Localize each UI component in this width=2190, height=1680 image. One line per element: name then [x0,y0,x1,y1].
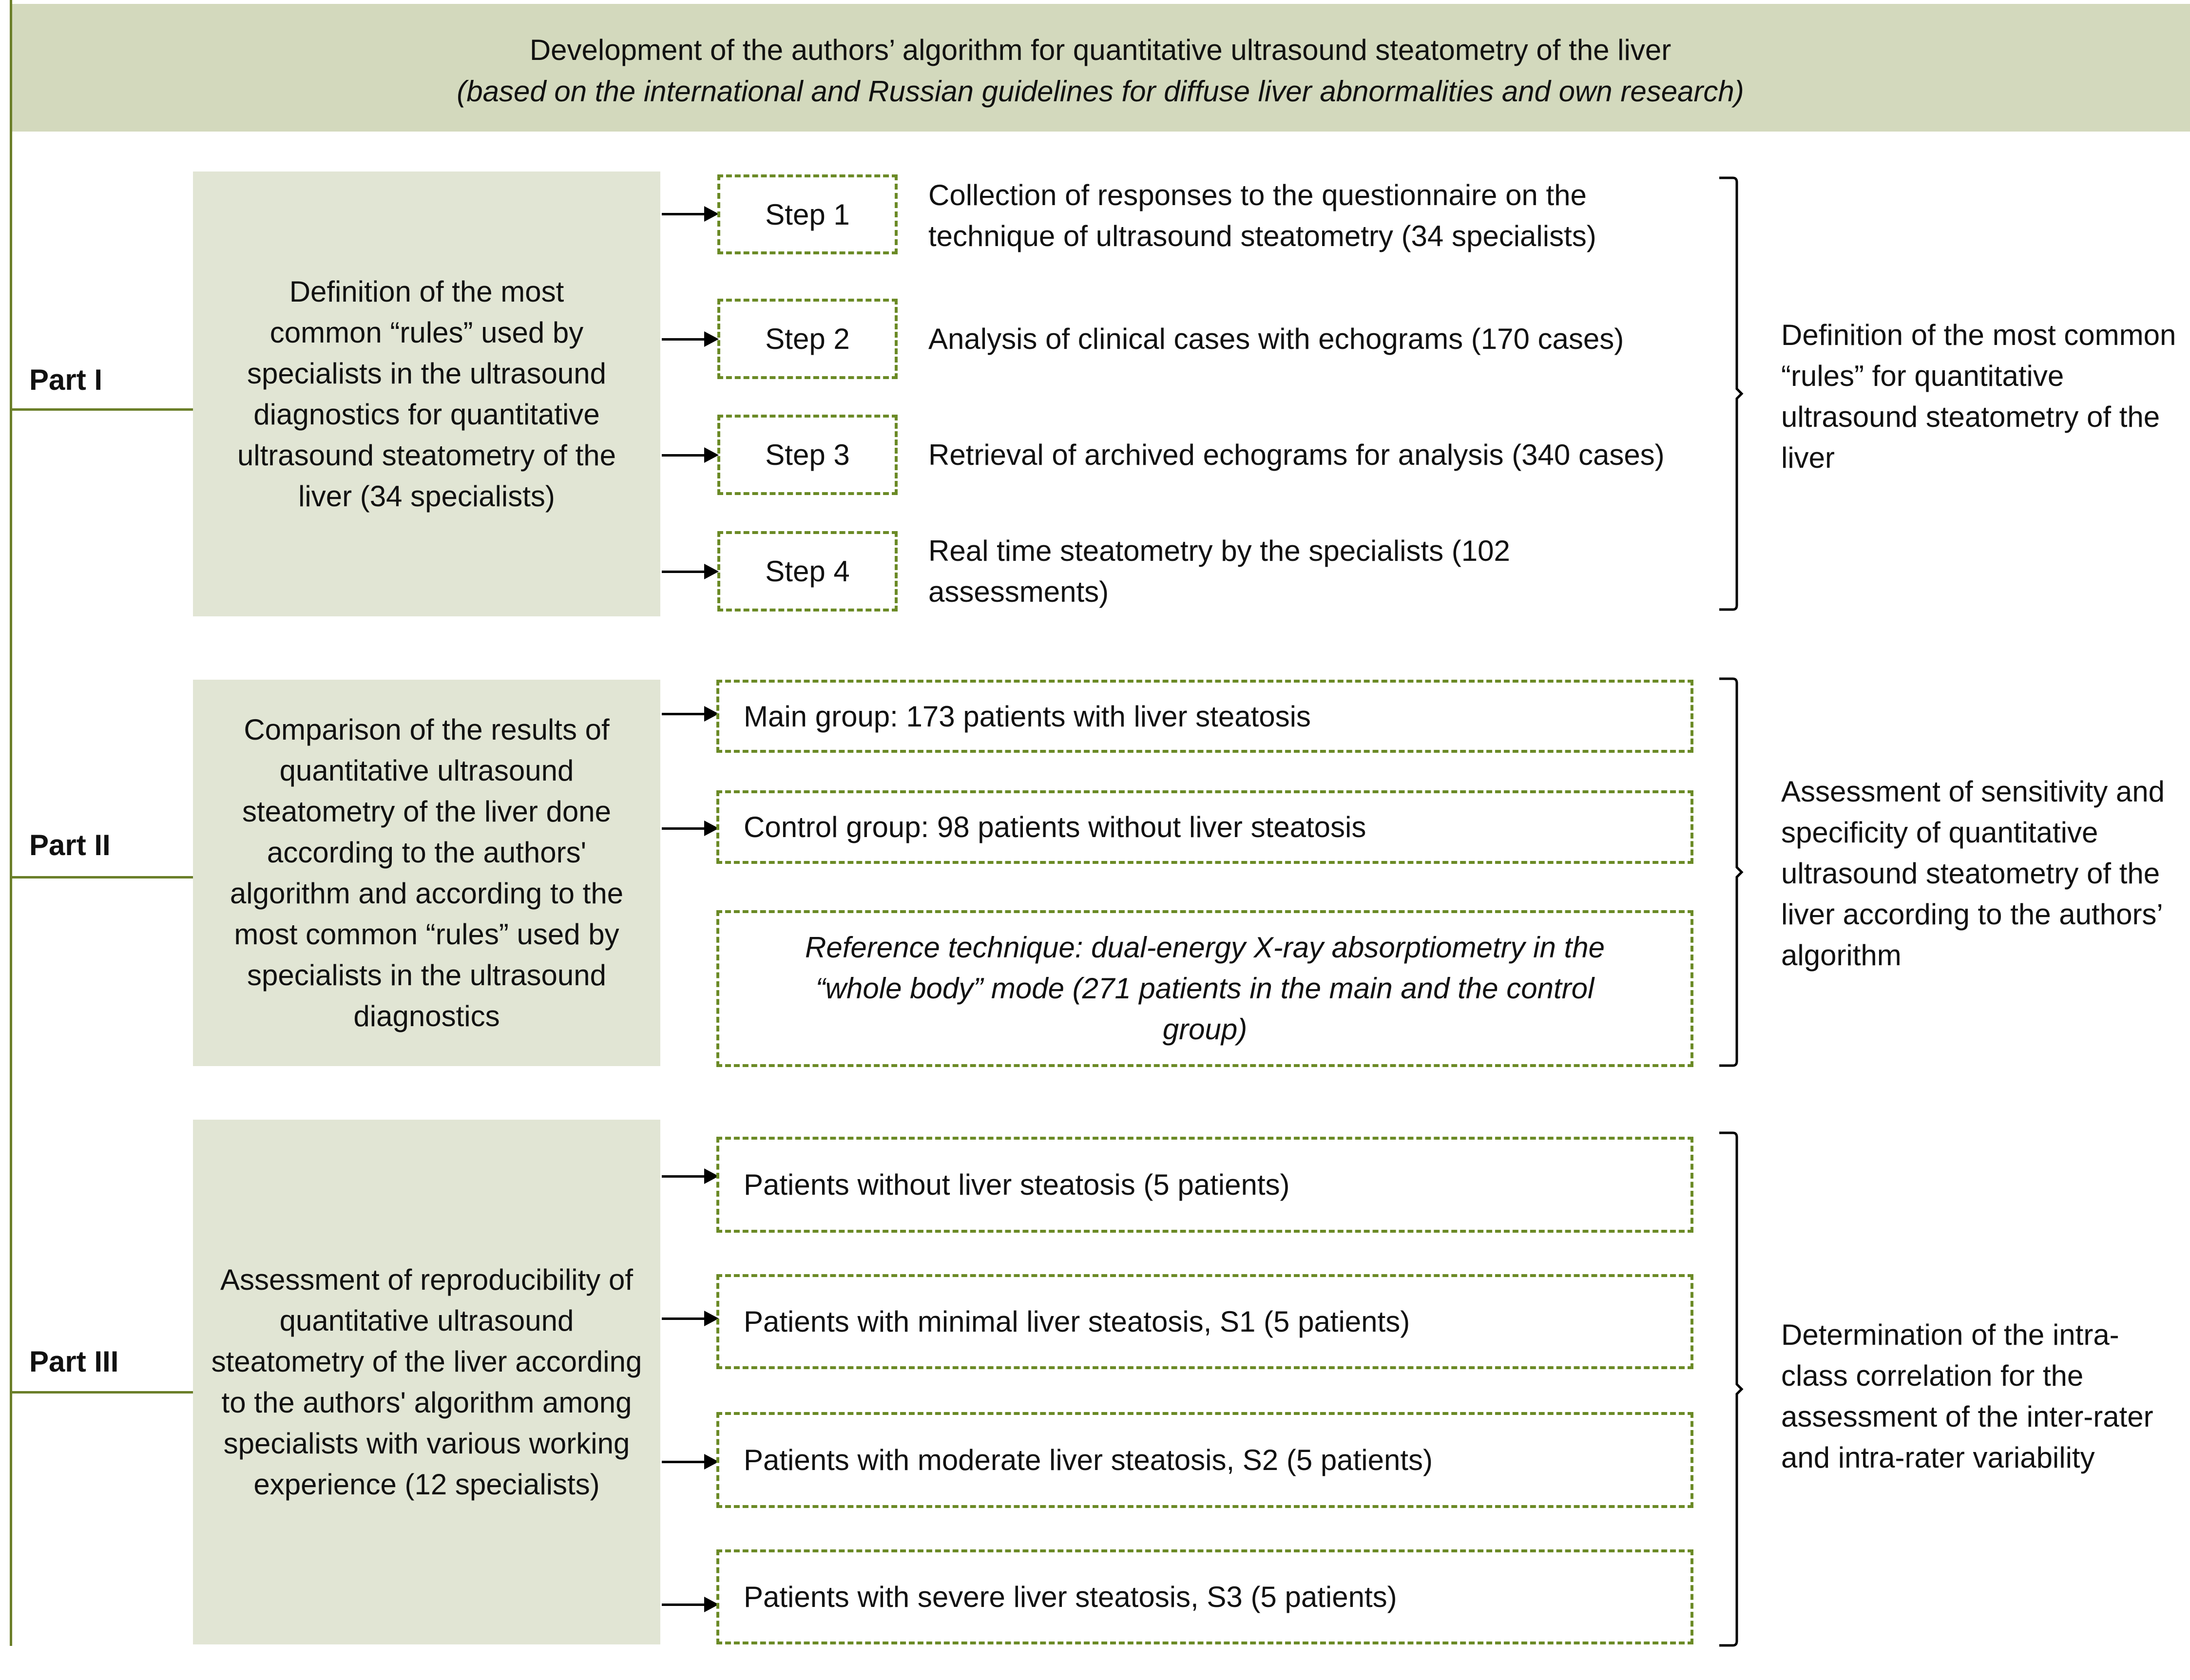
patients-s3-text: Patients with severe liver steatosis, S3 (5 patients) [744,1581,1397,1613]
part-3-label: Part III [29,1345,119,1378]
step-2-box [717,299,898,379]
arrow-right-icon [662,571,713,573]
step-2-text: Analysis of clinical cases with echograms (170 cases) [928,322,1624,355]
part-3-outcome: Determination of the intra-class correlation for the assessment of the inter-rater and intra-rater variability [1781,1318,2153,1474]
patients-s1-text: Patients with minimal liver steatosis, S1 (5 patients) [744,1305,1410,1338]
patients-s1-box [716,1274,1693,1369]
part-2-label: Part II [29,829,111,861]
part-3-connector [10,1391,193,1394]
step-3-box [717,415,898,495]
part-2-connector [10,876,193,878]
part-2-description-box [193,680,660,1066]
control-group-box [716,790,1693,864]
reference-technique-text: Reference technique: dual-energy X-ray absorptiometry in the “whole body” mode (271 patients in the main and the control group) [805,931,1605,1046]
arrow-right-icon [662,454,713,457]
part-2-outcome: Assessment of sensitivity and specificity of quantitative ultrasound steatometry of the liver according to the authors’ algorithm [1781,775,2165,972]
step-1-box [717,174,898,254]
part-1-description: Definition of the most common “rules” used by specialists in the ultrasound diagnostics for quantitative ultrasound steatometry of the liver (34 specialists) [237,275,616,513]
patients-s2-box [716,1412,1693,1508]
arrow-right-icon [662,1461,713,1463]
main-group-text: Main group: 173 patients with liver steatosis [744,700,1311,733]
main-connector-line [10,0,12,1646]
main-group-box [716,680,1693,753]
part-1-connector [10,408,193,411]
step-4-box [717,531,898,611]
step-4-text: Real time steatometry by the specialists (102 assessments) [928,534,1510,608]
part-1-outcome: Definition of the most common “rules” for quantitative ultrasound steatometry of the liver [1781,319,2176,474]
diagram-header [11,4,2190,132]
diagram-title: Development of the authors’ algorithm for quantitative ultrasound steatometry of the liver [529,34,1671,66]
control-group-text: Control group: 98 patients without liver steatosis [744,811,1366,843]
part-3-description: Assessment of reproducibility of quantitative ultrasound steatometry of the liver according to the authors' algorithm among specialists with various working experience (12 specialists) [211,1263,642,1501]
step-4-label: Step 4 [765,555,850,588]
step-1-text: Collection of responses to the questionnaire on the technique of ultrasound steatometry (34 specialists) [928,179,1596,252]
step-3-text: Retrieval of archived echograms for analysis (340 cases) [928,438,1665,471]
patients-s3-box [716,1549,1693,1644]
part-3-description-box [193,1120,660,1644]
right-brace-icon [1719,176,1748,611]
step-3-label: Step 3 [765,439,850,471]
step-2-label: Step 2 [765,323,850,355]
arrow-right-icon [662,1317,713,1320]
patients-none-box [716,1137,1693,1233]
patients-none-text: Patients without liver steatosis (5 patients) [744,1168,1290,1201]
arrow-right-icon [662,338,713,341]
arrow-right-icon [662,1175,713,1178]
step-1-label: Step 1 [765,198,850,231]
patients-s2-text: Patients with moderate liver steatosis, S2 (5 patients) [744,1444,1433,1476]
part-2-description: Comparison of the results of quantitative ultrasound steatometry of the liver done according to the authors' algorithm and according to the most common “rules” used by specialists in the ultrasound diagnostics [230,713,624,1032]
arrow-right-icon [662,213,713,215]
part-1-label: Part I [29,363,103,396]
arrow-right-icon [662,1604,713,1606]
diagram-subtitle: (based on the international and Russian guidelines for diffuse liver abnormalities and own research) [457,75,1744,108]
part-1-description-box [193,172,660,616]
right-brace-icon [1719,1131,1748,1647]
right-brace-icon [1719,677,1748,1067]
arrow-right-icon [662,827,713,830]
reference-technique-box [716,910,1693,1067]
arrow-right-icon [662,713,713,715]
